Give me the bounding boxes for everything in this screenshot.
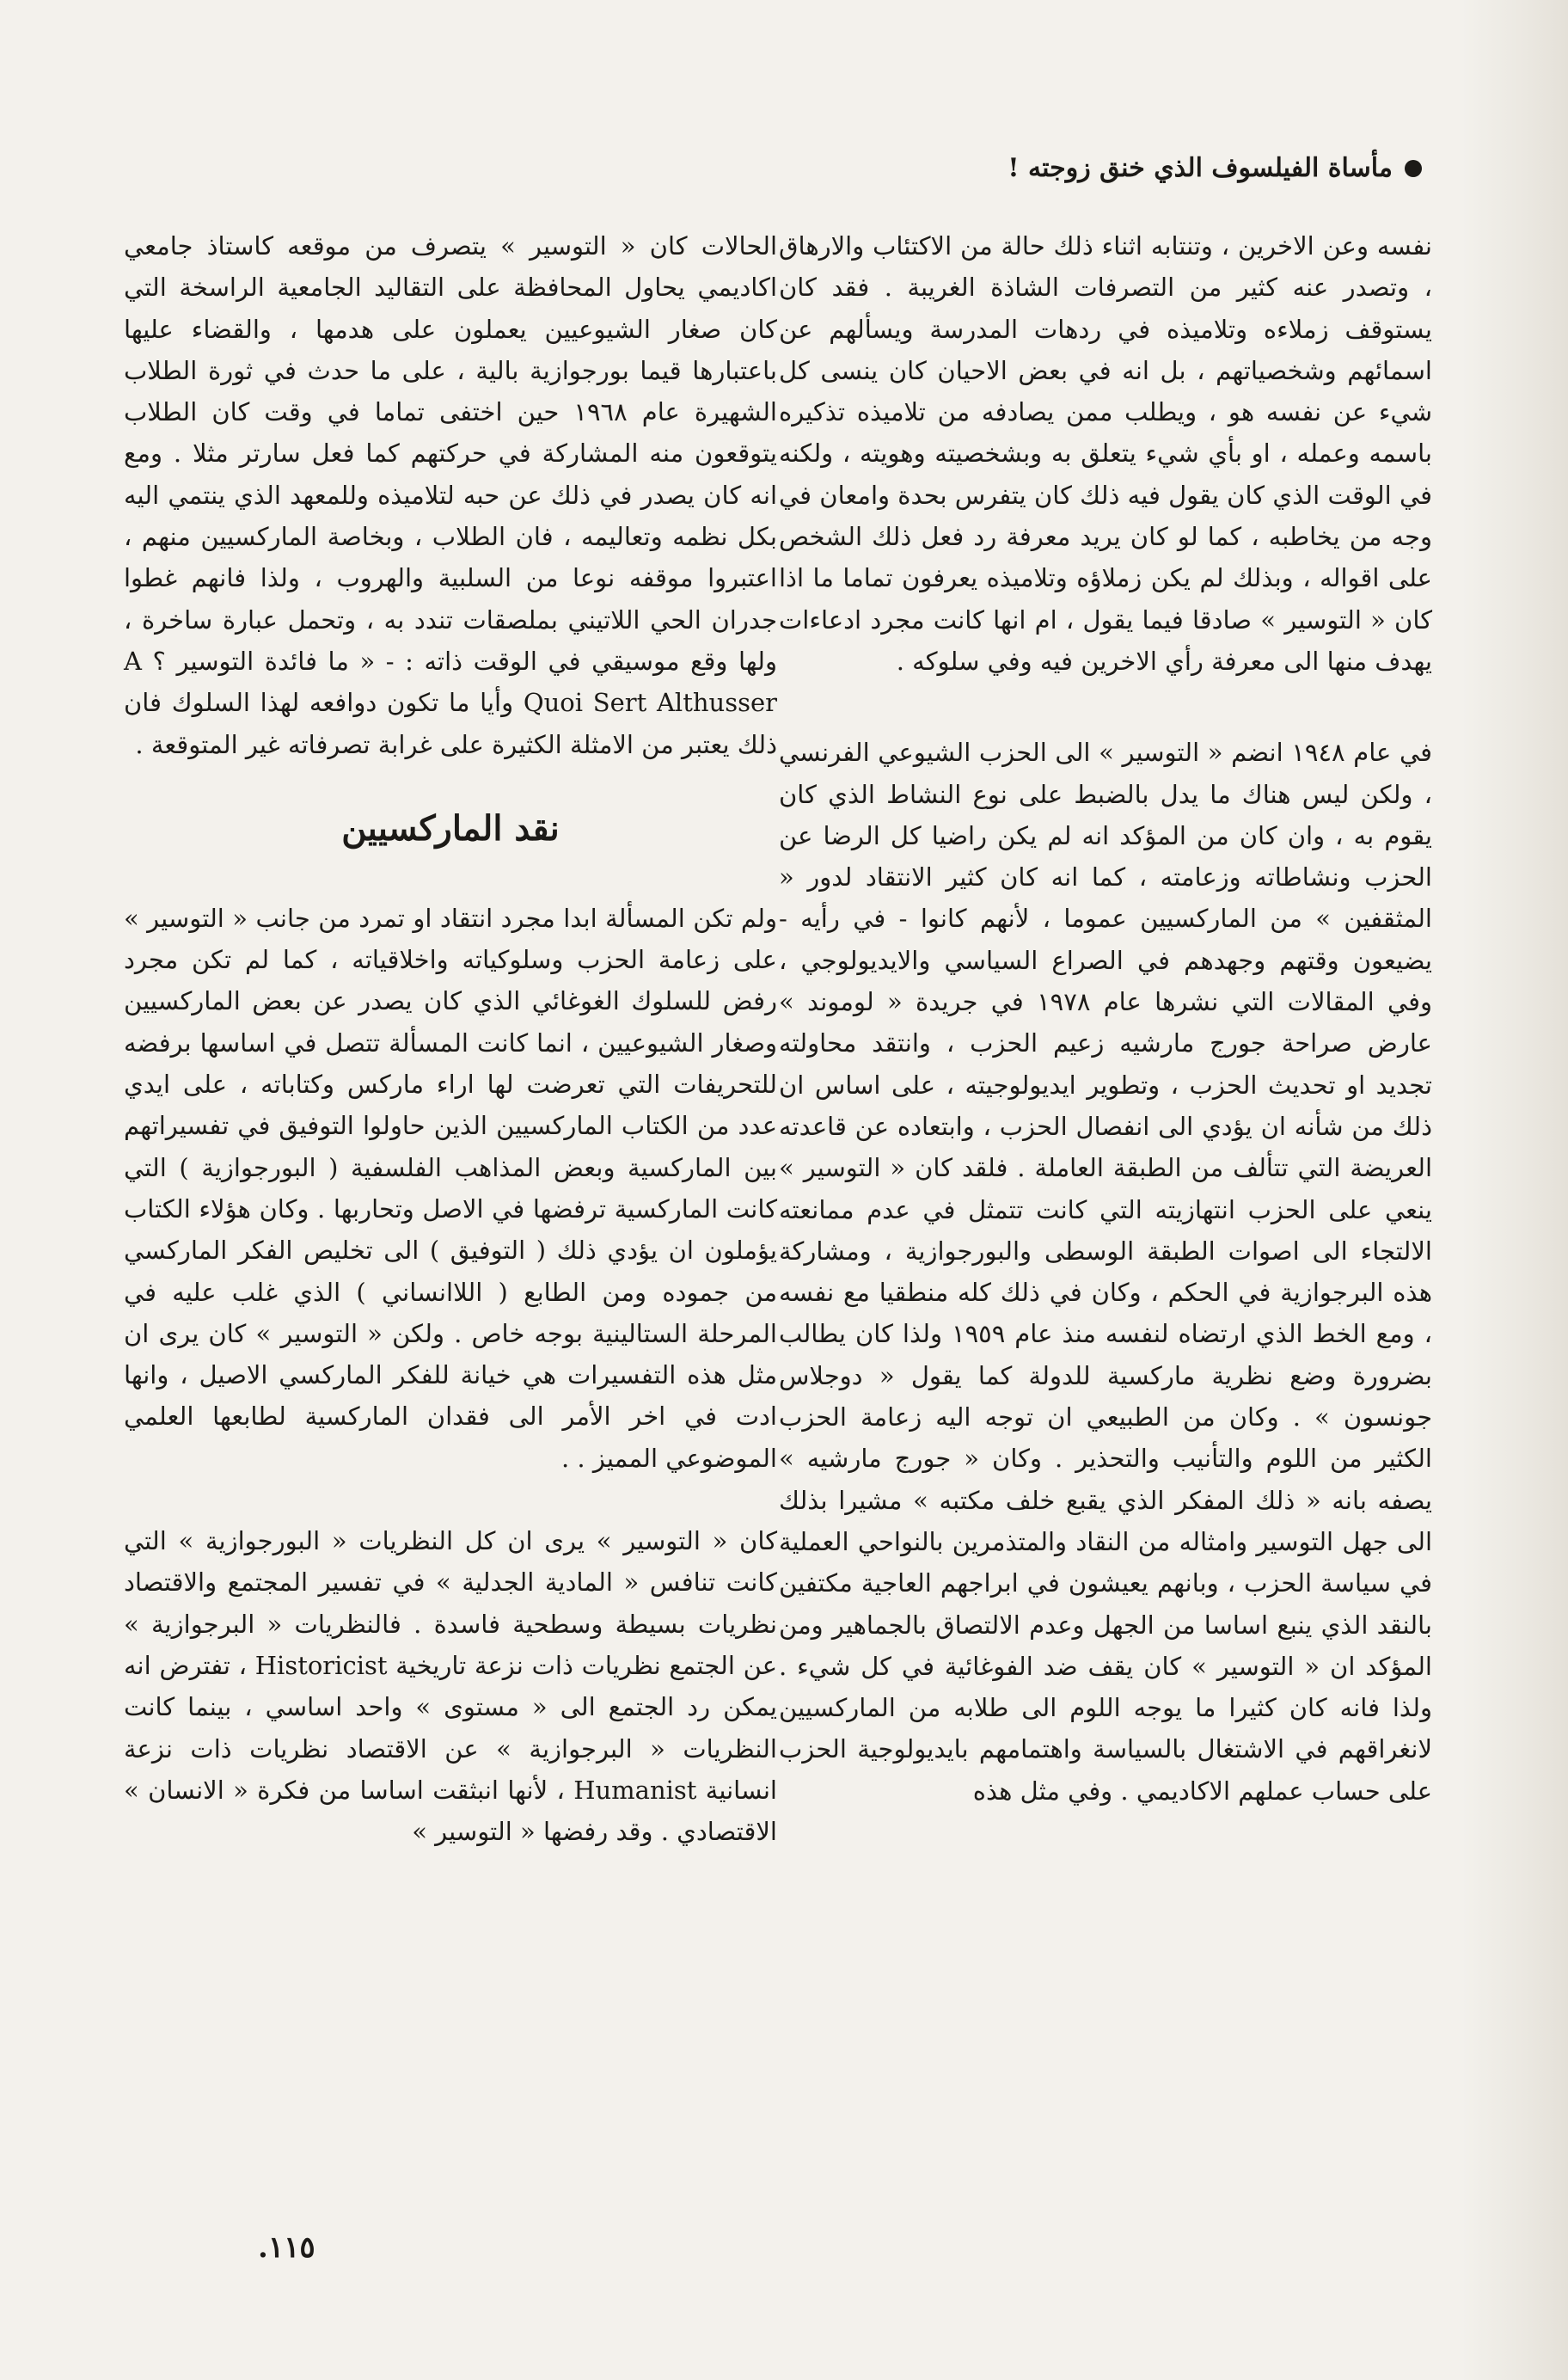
left-paragraph-3-part-a: كان « التوسير » يرى ان كل النظريات « البورجوازية » التي كانت تنافس « المادية الجدلية » في تفسير المجتمع والاقتصاد نظريات بسيطة وسطحية فاسدة . فالنظريات « البرجوازية » عن الجتمع نظريات ذات نزعة تاريخية <box>124 1526 778 1680</box>
running-title: مأساة الفيلسوف الذي خنق زوجته ! <box>1008 153 1393 183</box>
right-paragraph-2: في عام ١٩٤٨ انضم « التوسير » الى الحزب الشيوعي الفرنسي ، ولكن ليس هناك ما يدل بالضبط على نوع النشاط الذي كان يقوم به ، وان كان من المؤكد انه لم يكن راضيا كل الرضا عن الحزب ونشاطاته وزعامته ، كما انه كان كثير الانتقاد لدور « المثقفين » من الماركسيين عموما ، لأنهم كانوا - في رأيه - يضيعون وقتهم وجهدهم في الصراع السياسي والايديولوجي ، وفي المقالات التي نشرها عام ١٩٧٨ في جريدة « لوموند » عارض صراحة جورج مارشيه زعيم الحزب ، وانتقد محاولته تجديد او تحديث الحزب ، وتطوير ايديولوجيته ، على اساس ان ذلك من شأنه ان يؤدي الى انفصال الحزب ، وابتعاده عن قاعدته العريضة التي تتألف من الطبقة العاملة . فلقد كان « التوسير » ينعي على الحزب انتهازيته التي كانت تتمثل في عدم ممانعته الالتجاء الى اصوات الطبقة الوسطى والبورجوازية ، ومشاركة هذه البرجوازية في الحكم ، وكان في ذلك كله منطقيا مع نفسه ، ومع الخط الذي ارتضاه لنفسه منذ عام ١٩٥٩ ولذا كان يطالب بضرورة وضع نظرية ماركسية للدولة كما يقول « دوجلاس جونسون » . وكان من الطبيعي ان توجه اليه زعامة الحزب الكثير من اللوم والتأنيب والتحذير . وكان « جورج مارشيه » يصفه بانه « ذلك المفكر الذي يقبع خلف مكتبه » مشيرا بذلك الى جهل التوسير وامثاله من النقاد والمتذمرين بالنواحي العملية في سياسة الحزب ، وبانهم يعيشون في ابراجهم العاجية مكتفين بالنقد الذي ينبع اساسا من الجهل وعدم الالتصاق بالجماهير ومن المؤكد ان « التوسير » كان يقف ضد الفوغائية في كل شيء . ولذا فانه كان كثيرا ما يوجه اللوم الى طلابه من الماركسيين لانغراقهم في الاشتغال بالسياسة واهتمامهم بايديولوجية الحزب على حساب عملهم الاكاديمي . وفي مثل هذه <box>779 738 1432 1806</box>
page-edge-shadow <box>1461 0 1568 2380</box>
latin-term-historicist: Historicist <box>254 1650 388 1680</box>
running-header <box>1008 153 1422 183</box>
left-paragraph-3 <box>124 1520 777 1852</box>
page-number: ١١٥. <box>258 2230 315 2265</box>
latin-term-humanist: Humanist <box>573 1775 697 1805</box>
paragraph-gap <box>124 1479 777 1520</box>
left-paragraph-2: ولم تكن المسألة ابدا مجرد انتقاد او تمرد من جانب « التوسير » على زعامة الحزب وسلوكياته واخلاقياته ، كما لم تكن مجرد رفض للسلوك الغوغائي الذي كان يصدر عن بعض الماركسيين وصغار الشيوعيين ، انما كانت المسألة تتصل في اساسها برفضه للتحريفات التي تعرضت لها اراء ماركس وكتاباته ، على ايدي عدد من الكتاب الماركسيين الذين حاولوا التوفيق في تفسيراتهم بين الماركسية وبعض المذاهب الفلسفية ( البورجوازية ) التي كانت الماركسية ترفضها في الاصل وتحاربها . وكان هؤلاء الكتاب يؤملون ان يؤدي ذلك ( التوفيق ) الى تخليص الفكر الماركسي من جموده ومن الطابع ( اللاانساني ) الذي غلب عليه في المرحلة الستالينية بوجه خاص . ولكن « التوسير » كان يرى ان مثل هذه التفسيرات هي خيانة للفكر الماركسي الاصيل ، وانها ادت في اخر الأمر الى فقدان الماركسية لطابعها العلمي الموضوعي المميز . . <box>124 903 777 1473</box>
left-paragraph-3-part-b: ، تفترض انه يمكن رد الجتمع الى « مستوى » واحد اساسي ، بينما كانت النظريات « البرجوازية » عن الاقتصاد نظريات ذات نزعة انسانية <box>124 1650 777 1805</box>
left-paragraph-1-text: الحالات كان « التوسير » يتصرف من موقعه كاستاذ جامعي اكاديمي يحاول المحافظة على التقاليد الجامعية الراسخة التي كان صغار الشيوعيين يعملون على هدمها ، والقضاء عليها باعتبارها قيما بورجوازية بالية ، على ما حدث في ثورة الطلاب الشهيرة عام ١٩٦٨ حين اختفى تماما في وقت كان الطلاب يتوقعون منه المشاركة في حركتهم كما فعل سارتر مثلا . ومع انه كان يصدر في ذلك عن حبه لتلاميذه وللمعهد الذي ينتمي اليه بكل نظمه وتعاليمه ، فان الطلاب ، وبخاصة الماركسيين منهم ، اعتبروا موقفه نوعا من السلبية والهروب ، ولذا فانهم غطوا جدران الحي اللاتيني بملصقات تندد به ، وتحمل عبارة ساخرة ، ولها وقع موسيقي في الوقت ذاته : - « ما فائدة التوسير ؟ <box>124 231 777 676</box>
right-paragraph-1: نفسه وعن الاخرين ، وتنتابه اثناء ذلك حالة من الاكتئاب والارهاق ، وتصدر عنه كثير من التصرفات الشاذة الغريبة . فقد كان يستوقف زملاءه وتلاميذه في ردهات المدرسة ويسألهم عن اسمائهم وشخصياتهم ، بل انه في بعض الاحيان كان ينسى كل شيء عن نفسه هو ، ويطلب ممن يصادفه من تلاميذه تذكيره باسمه وعمله ، او بأي شيء يتعلق به وبشخصيته وهويته ، ولكنه في الوقت الذي كان يقول فيه ذلك كان يتفرس بحدة وامعان في وجه من يخاطبه ، كما لو كان يريد معرفة رد فعل ذلك الشخص على اقواله ، وبذلك لم يكن زملاؤه وتلاميذه يعرفون تماما ما اذا كان « التوسير » صادقا فيما يقول ، ام انها كانت مجرد ادعاءات يهدف منها الى معرفة رأي الاخرين فيه وفي سلوكه . <box>779 231 1432 676</box>
bullet-icon <box>1405 160 1422 177</box>
left-column <box>124 225 777 1852</box>
paragraph-gap <box>779 682 1432 732</box>
latin-quote: A Quoi Sert Althusser <box>124 646 778 718</box>
left-paragraph-3-part-c: ، لأنها انبثقت اساسا من فكرة « الانسان » الاقتصادي . وقد رفضها « التوسير » <box>124 1775 777 1847</box>
right-column <box>779 225 1432 1812</box>
left-paragraph-1-tail: وأيا ما تكون دوافعه لهذا السلوك فان ذلك يعتبر من الامثلة الكثيرة على غرابة تصرفاته غير المتوقعة . <box>124 688 777 759</box>
section-heading: نقد الماركسيين <box>341 807 560 849</box>
left-paragraph-1 <box>124 225 777 765</box>
